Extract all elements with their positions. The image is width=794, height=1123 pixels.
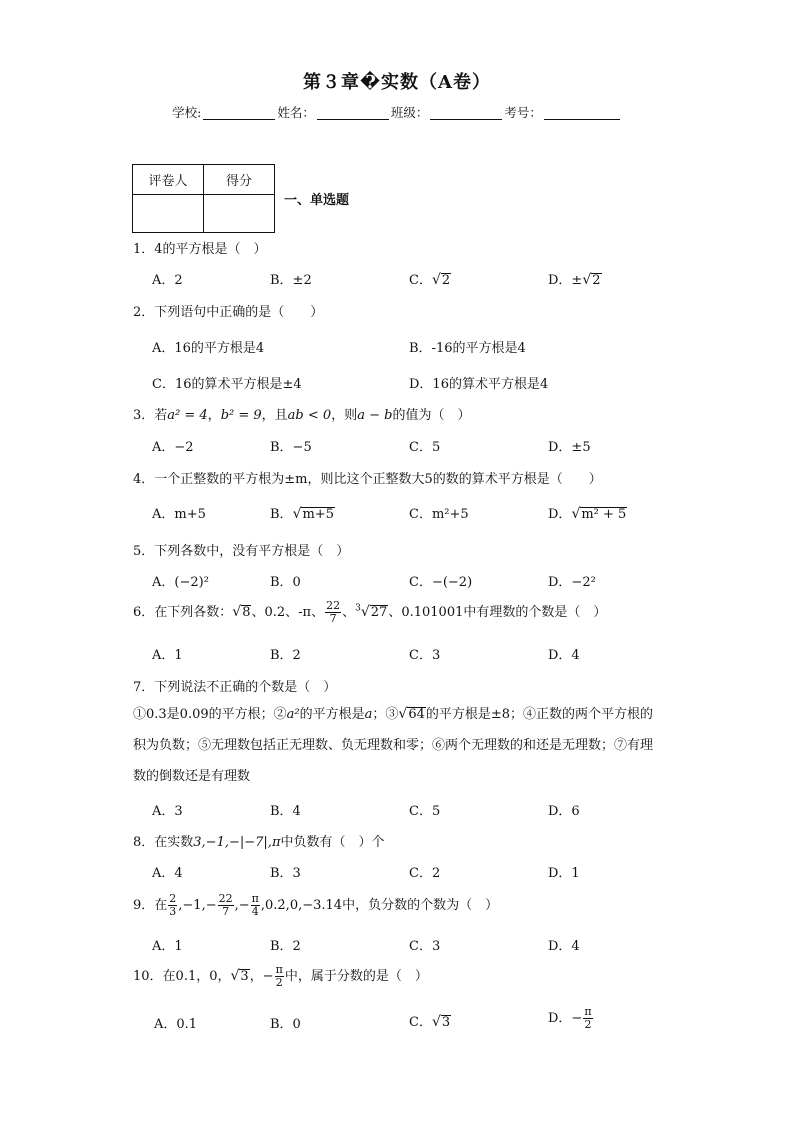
option-a[interactable]: A．−2 <box>152 440 194 455</box>
question-10-stem: 10．在0.1，0，√3，− $\frac{\pi}{2}$ 中，属于分数的是（ ） <box>133 963 428 989</box>
question-3-stem: 3．若a² = 4，b² = 9，且ab < 0，则a − b的值为（ ） <box>133 408 471 423</box>
score-cell[interactable] <box>204 195 275 233</box>
option-b[interactable]: B．±2 <box>270 273 312 288</box>
option-c[interactable]: C．√2 <box>409 272 451 288</box>
question-1-stem: 1．4的平方根是（ ） <box>133 242 267 257</box>
option-a[interactable]: A．(−2)² <box>152 575 209 590</box>
class-label: 班级： <box>390 105 429 120</box>
question-4-stem: 4．一个正整数的平方根为±m，则比这个正整数大5的数的算术平方根是（ ） <box>133 472 602 487</box>
option-b[interactable]: B．2 <box>270 648 301 663</box>
option-c[interactable]: C．2 <box>409 866 441 881</box>
page-title: 第３章�实数（A卷） <box>302 72 491 93</box>
question-8-stem: 8．在实数3,−1,−|−7|,π中负数有（ ）个 <box>133 835 385 850</box>
option-d[interactable]: D．16的算术平方根是4 <box>409 377 549 392</box>
option-c[interactable]: C．3 <box>409 939 441 954</box>
option-d[interactable]: D．6 <box>548 804 580 819</box>
option-c[interactable]: C．m²+5 <box>409 507 469 522</box>
option-a[interactable]: A．1 <box>152 648 183 663</box>
option-b[interactable]: B．0 <box>270 1017 301 1032</box>
name-field[interactable] <box>317 105 389 120</box>
option-c[interactable]: C．16的算术平方根是±4 <box>152 377 302 392</box>
option-c[interactable]: C．5 <box>409 804 441 819</box>
option-d[interactable]: D．1 <box>548 866 580 881</box>
option-b[interactable]: B．√m+5 <box>270 506 334 522</box>
score-table <box>132 164 275 233</box>
option-d[interactable]: D．−2² <box>548 575 596 590</box>
question-6-stem: 6．在下列各数：√8、0.2、-π、 $\frac{22}{7}$ 、$^3$√27、0.101001中有理数的个数是（ ） <box>133 599 607 625</box>
option-b[interactable]: B．0 <box>270 575 301 590</box>
option-d[interactable]: D．±5 <box>548 440 591 455</box>
option-c[interactable]: C．√3 <box>409 1014 451 1030</box>
school-field[interactable] <box>203 105 275 120</box>
option-a[interactable]: A．16的平方根是4 <box>152 341 265 356</box>
option-c[interactable]: C．3 <box>409 648 441 663</box>
option-a[interactable]: A．m+5 <box>152 507 206 522</box>
exam-no-label: 考号： <box>504 105 542 120</box>
option-b[interactable]: B．2 <box>270 939 301 954</box>
question-7-statements: ①0.3是0.09的平方根；②a²的平方根是a；③√64的平方根是±8；④正数的两个平方根的积为负数；⑤无理数包括正无理数、负无理数和零；⑥两个无理数的和还是无理数；⑦有理数的倒数还是有理数 <box>133 706 654 784</box>
option-a[interactable]: A．4 <box>152 866 183 881</box>
option-a[interactable]: A．3 <box>152 804 183 819</box>
name-label: 姓名： <box>277 105 315 120</box>
score-header: 得分 <box>204 165 275 195</box>
question-7-stem: 7．下列说法不正确的个数是（ ） <box>133 680 337 695</box>
class-field[interactable] <box>430 105 502 120</box>
school-label: 学校: <box>172 105 202 120</box>
section-title: 一、单选题 <box>284 193 350 208</box>
option-b[interactable]: B．-16的平方根是4 <box>409 341 526 356</box>
question-2-stem: 2．下列语句中正确的是（ ） <box>133 305 324 320</box>
option-a[interactable]: A．2 <box>152 273 183 288</box>
exam-no-field[interactable] <box>544 105 620 120</box>
question-9-stem: 9．在 $\frac{2}{3}$ ,−1,− $\frac{22}{7}$ ,− $\frac{\pi}{4}$ ,0.2̇,0,−3.14中，负分数的个数为（ ） <box>133 892 499 918</box>
question-5-stem: 5．下列各数中，没有平方根是（ ） <box>133 544 350 559</box>
student-info-line <box>0 103 794 121</box>
grader-cell[interactable] <box>133 195 204 233</box>
option-c[interactable]: C．5 <box>409 440 441 455</box>
option-c[interactable]: C．−(−2) <box>409 575 473 590</box>
option-d[interactable]: D．4 <box>548 648 580 663</box>
option-d[interactable]: D．4 <box>548 939 580 954</box>
option-b[interactable]: B．4 <box>270 804 301 819</box>
option-a[interactable]: A．1 <box>152 939 183 954</box>
option-b[interactable]: B．−5 <box>270 440 312 455</box>
option-a[interactable]: A．0.1 <box>154 1017 198 1032</box>
grader-header: 评卷人 <box>133 165 204 195</box>
option-d[interactable]: D．− $\frac{\pi}{2}$ <box>548 1005 592 1031</box>
option-d[interactable]: D．±√2 <box>548 272 601 288</box>
option-b[interactable]: B．3 <box>270 866 301 881</box>
option-d[interactable]: D．√m² + 5 <box>548 506 627 522</box>
